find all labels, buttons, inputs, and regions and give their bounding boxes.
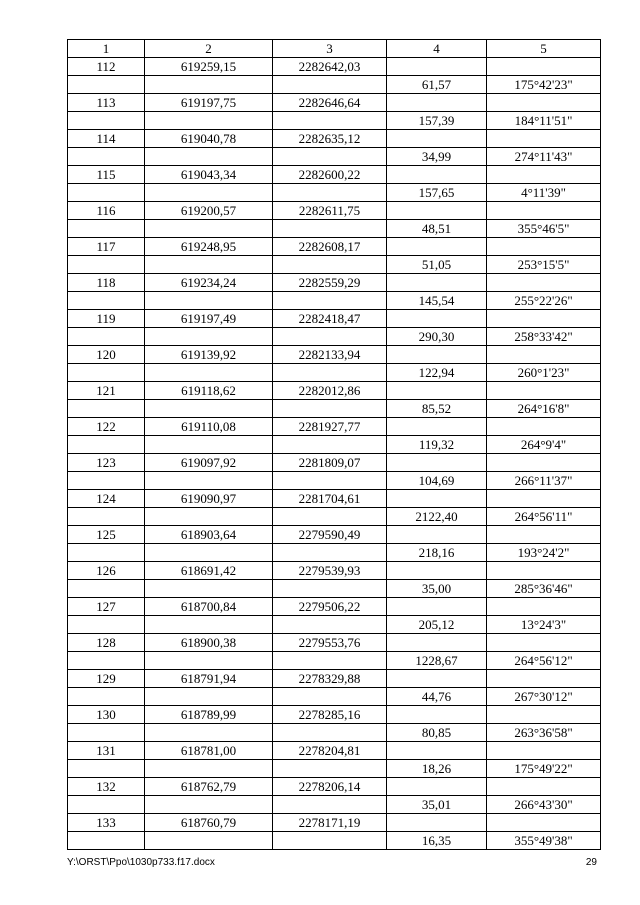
cell-point-number bbox=[68, 184, 145, 202]
cell-distance: 61,57 bbox=[387, 76, 487, 94]
cell-point-number: 131 bbox=[68, 742, 145, 760]
cell-point-number bbox=[68, 508, 145, 526]
cell-x-coordinate bbox=[145, 544, 273, 562]
cell-y-coordinate bbox=[273, 328, 387, 346]
cell-y-coordinate: 2278204,81 bbox=[273, 742, 387, 760]
cell-point-number bbox=[68, 832, 145, 850]
table-row bbox=[68, 166, 601, 184]
table-row bbox=[68, 184, 601, 202]
cell-y-coordinate: 2278171,19 bbox=[273, 814, 387, 832]
cell-x-coordinate bbox=[145, 652, 273, 670]
cell-point-number: 121 bbox=[68, 382, 145, 400]
table-row bbox=[68, 724, 601, 742]
cell-distance bbox=[387, 814, 487, 832]
cell-x-coordinate bbox=[145, 832, 273, 850]
cell-direction-angle: 355°46'5" bbox=[487, 220, 601, 238]
cell-direction-angle bbox=[487, 202, 601, 220]
table-row bbox=[68, 202, 601, 220]
cell-y-coordinate bbox=[273, 652, 387, 670]
cell-y-coordinate: 2282418,47 bbox=[273, 310, 387, 328]
cell-x-coordinate: 618903,64 bbox=[145, 526, 273, 544]
header-col-2: 2 bbox=[145, 40, 273, 58]
cell-y-coordinate: 2281927,77 bbox=[273, 418, 387, 436]
table-row bbox=[68, 562, 601, 580]
cell-y-coordinate: 2282642,03 bbox=[273, 58, 387, 76]
cell-direction-angle: 253°15'5" bbox=[487, 256, 601, 274]
cell-direction-angle: 264°56'11" bbox=[487, 508, 601, 526]
cell-distance bbox=[387, 490, 487, 508]
cell-direction-angle: 264°56'12" bbox=[487, 652, 601, 670]
table-row bbox=[68, 400, 601, 418]
cell-distance: 35,00 bbox=[387, 580, 487, 598]
cell-distance bbox=[387, 562, 487, 580]
table-row bbox=[68, 58, 601, 76]
table-row bbox=[68, 112, 601, 130]
cell-distance bbox=[387, 706, 487, 724]
cell-x-coordinate bbox=[145, 364, 273, 382]
cell-direction-angle: 260°1'23" bbox=[487, 364, 601, 382]
cell-y-coordinate bbox=[273, 796, 387, 814]
cell-y-coordinate bbox=[273, 112, 387, 130]
cell-distance: 48,51 bbox=[387, 220, 487, 238]
cell-direction-angle bbox=[487, 634, 601, 652]
cell-y-coordinate: 2278285,16 bbox=[273, 706, 387, 724]
cell-distance bbox=[387, 310, 487, 328]
cell-distance: 290,30 bbox=[387, 328, 487, 346]
cell-x-coordinate: 619110,08 bbox=[145, 418, 273, 436]
cell-point-number bbox=[68, 400, 145, 418]
cell-x-coordinate: 619040,78 bbox=[145, 130, 273, 148]
cell-distance: 34,99 bbox=[387, 148, 487, 166]
cell-direction-angle bbox=[487, 382, 601, 400]
cell-distance bbox=[387, 670, 487, 688]
cell-y-coordinate bbox=[273, 220, 387, 238]
cell-direction-angle: 264°9'4" bbox=[487, 436, 601, 454]
cell-direction-angle: 285°36'46" bbox=[487, 580, 601, 598]
cell-point-number bbox=[68, 580, 145, 598]
cell-point-number bbox=[68, 436, 145, 454]
table-row bbox=[68, 796, 601, 814]
cell-y-coordinate: 2279590,49 bbox=[273, 526, 387, 544]
cell-x-coordinate bbox=[145, 796, 273, 814]
table-row bbox=[68, 94, 601, 112]
cell-y-coordinate: 2282600,22 bbox=[273, 166, 387, 184]
cell-distance bbox=[387, 238, 487, 256]
cell-x-coordinate bbox=[145, 400, 273, 418]
cell-x-coordinate bbox=[145, 220, 273, 238]
table-row bbox=[68, 778, 601, 796]
cell-point-number bbox=[68, 364, 145, 382]
cell-point-number bbox=[68, 256, 145, 274]
cell-point-number: 123 bbox=[68, 454, 145, 472]
cell-point-number bbox=[68, 616, 145, 634]
cell-distance bbox=[387, 454, 487, 472]
table-row bbox=[68, 328, 601, 346]
table-row bbox=[68, 364, 601, 382]
cell-y-coordinate bbox=[273, 364, 387, 382]
cell-x-coordinate: 619118,62 bbox=[145, 382, 273, 400]
cell-distance: 145,54 bbox=[387, 292, 487, 310]
cell-direction-angle: 193°24'2" bbox=[487, 544, 601, 562]
cell-y-coordinate bbox=[273, 436, 387, 454]
cell-y-coordinate: 2278206,14 bbox=[273, 778, 387, 796]
cell-point-number bbox=[68, 472, 145, 490]
cell-distance: 80,85 bbox=[387, 724, 487, 742]
table-row bbox=[68, 526, 601, 544]
cell-distance: 1228,67 bbox=[387, 652, 487, 670]
cell-point-number bbox=[68, 544, 145, 562]
cell-point-number: 124 bbox=[68, 490, 145, 508]
cell-y-coordinate bbox=[273, 184, 387, 202]
cell-x-coordinate bbox=[145, 508, 273, 526]
cell-y-coordinate bbox=[273, 616, 387, 634]
table-row bbox=[68, 832, 601, 850]
cell-y-coordinate bbox=[273, 508, 387, 526]
table-row bbox=[68, 130, 601, 148]
cell-distance: 205,12 bbox=[387, 616, 487, 634]
cell-direction-angle: 4°11'39" bbox=[487, 184, 601, 202]
table-row bbox=[68, 454, 601, 472]
cell-x-coordinate: 618789,99 bbox=[145, 706, 273, 724]
cell-x-coordinate: 619200,57 bbox=[145, 202, 273, 220]
cell-distance bbox=[387, 598, 487, 616]
table-row bbox=[68, 616, 601, 634]
cell-x-coordinate: 618700,84 bbox=[145, 598, 273, 616]
cell-distance bbox=[387, 130, 487, 148]
cell-point-number bbox=[68, 652, 145, 670]
cell-distance: 85,52 bbox=[387, 400, 487, 418]
table-row bbox=[68, 580, 601, 598]
cell-direction-angle: 175°49'22" bbox=[487, 760, 601, 778]
cell-distance: 157,65 bbox=[387, 184, 487, 202]
cell-y-coordinate: 2282608,17 bbox=[273, 238, 387, 256]
cell-distance: 16,35 bbox=[387, 832, 487, 850]
cell-point-number: 117 bbox=[68, 238, 145, 256]
cell-x-coordinate bbox=[145, 148, 273, 166]
cell-direction-angle: 258°33'42" bbox=[487, 328, 601, 346]
cell-y-coordinate bbox=[273, 544, 387, 562]
cell-point-number: 114 bbox=[68, 130, 145, 148]
cell-direction-angle: 255°22'26" bbox=[487, 292, 601, 310]
cell-direction-angle bbox=[487, 706, 601, 724]
cell-y-coordinate bbox=[273, 724, 387, 742]
cell-point-number bbox=[68, 148, 145, 166]
cell-distance bbox=[387, 526, 487, 544]
cell-distance bbox=[387, 742, 487, 760]
cell-y-coordinate: 2282133,94 bbox=[273, 346, 387, 364]
table-row bbox=[68, 76, 601, 94]
cell-y-coordinate: 2282635,12 bbox=[273, 130, 387, 148]
cell-direction-angle: 175°42'23" bbox=[487, 76, 601, 94]
cell-x-coordinate: 619139,92 bbox=[145, 346, 273, 364]
cell-y-coordinate: 2282012,86 bbox=[273, 382, 387, 400]
cell-direction-angle bbox=[487, 814, 601, 832]
table-row bbox=[68, 382, 601, 400]
cell-y-coordinate bbox=[273, 148, 387, 166]
cell-y-coordinate: 2282646,64 bbox=[273, 94, 387, 112]
cell-point-number: 132 bbox=[68, 778, 145, 796]
cell-y-coordinate: 2279506,22 bbox=[273, 598, 387, 616]
cell-distance bbox=[387, 166, 487, 184]
table-row bbox=[68, 274, 601, 292]
table-row bbox=[68, 292, 601, 310]
coordinates-table bbox=[67, 39, 601, 850]
cell-x-coordinate bbox=[145, 688, 273, 706]
table-row bbox=[68, 670, 601, 688]
cell-distance bbox=[387, 778, 487, 796]
cell-y-coordinate: 2281704,61 bbox=[273, 490, 387, 508]
cell-x-coordinate: 619090,97 bbox=[145, 490, 273, 508]
cell-direction-angle bbox=[487, 274, 601, 292]
cell-point-number: 115 bbox=[68, 166, 145, 184]
cell-y-coordinate: 2279539,93 bbox=[273, 562, 387, 580]
cell-direction-angle bbox=[487, 166, 601, 184]
cell-point-number bbox=[68, 220, 145, 238]
cell-point-number bbox=[68, 328, 145, 346]
cell-direction-angle: 266°11'37" bbox=[487, 472, 601, 490]
table-row bbox=[68, 598, 601, 616]
cell-distance bbox=[387, 94, 487, 112]
cell-direction-angle: 264°16'8" bbox=[487, 400, 601, 418]
header-col-1: 1 bbox=[68, 40, 145, 58]
cell-direction-angle: 263°36'58" bbox=[487, 724, 601, 742]
table-row bbox=[68, 508, 601, 526]
cell-distance: 35,01 bbox=[387, 796, 487, 814]
cell-distance bbox=[387, 418, 487, 436]
cell-x-coordinate: 619197,49 bbox=[145, 310, 273, 328]
table-row bbox=[68, 436, 601, 454]
cell-point-number: 130 bbox=[68, 706, 145, 724]
cell-x-coordinate bbox=[145, 256, 273, 274]
cell-direction-angle: 13°24'3" bbox=[487, 616, 601, 634]
footer-file-path: Y:\ORST\Ppo\1030p733.f17.docx bbox=[67, 857, 215, 868]
table-row bbox=[68, 634, 601, 652]
cell-x-coordinate bbox=[145, 436, 273, 454]
cell-distance bbox=[387, 274, 487, 292]
cell-point-number bbox=[68, 112, 145, 130]
cell-distance: 119,32 bbox=[387, 436, 487, 454]
cell-direction-angle bbox=[487, 562, 601, 580]
cell-direction-angle bbox=[487, 742, 601, 760]
cell-distance bbox=[387, 346, 487, 364]
cell-x-coordinate bbox=[145, 184, 273, 202]
cell-distance: 218,16 bbox=[387, 544, 487, 562]
cell-x-coordinate: 619097,92 bbox=[145, 454, 273, 472]
cell-direction-angle: 184°11'51" bbox=[487, 112, 601, 130]
table-row bbox=[68, 310, 601, 328]
cell-direction-angle bbox=[487, 238, 601, 256]
cell-y-coordinate: 2278329,88 bbox=[273, 670, 387, 688]
cell-y-coordinate bbox=[273, 292, 387, 310]
cell-x-coordinate: 619234,24 bbox=[145, 274, 273, 292]
table-row bbox=[68, 742, 601, 760]
cell-direction-angle: 266°43'30" bbox=[487, 796, 601, 814]
cell-y-coordinate: 2282559,29 bbox=[273, 274, 387, 292]
cell-x-coordinate: 618760,79 bbox=[145, 814, 273, 832]
cell-x-coordinate bbox=[145, 760, 273, 778]
cell-distance: 122,94 bbox=[387, 364, 487, 382]
cell-distance bbox=[387, 58, 487, 76]
cell-x-coordinate: 619248,95 bbox=[145, 238, 273, 256]
table-row bbox=[68, 706, 601, 724]
cell-point-number bbox=[68, 796, 145, 814]
cell-y-coordinate bbox=[273, 472, 387, 490]
cell-x-coordinate bbox=[145, 76, 273, 94]
cell-y-coordinate bbox=[273, 832, 387, 850]
cell-x-coordinate bbox=[145, 724, 273, 742]
cell-direction-angle bbox=[487, 58, 601, 76]
table-row bbox=[68, 346, 601, 364]
table-body bbox=[68, 58, 601, 850]
cell-y-coordinate: 2279553,76 bbox=[273, 634, 387, 652]
cell-direction-angle: 274°11'43" bbox=[487, 148, 601, 166]
cell-direction-angle bbox=[487, 778, 601, 796]
cell-direction-angle bbox=[487, 490, 601, 508]
header-col-3: 3 bbox=[273, 40, 387, 58]
cell-direction-angle bbox=[487, 598, 601, 616]
table-row bbox=[68, 814, 601, 832]
table-header-row bbox=[68, 40, 601, 58]
cell-point-number bbox=[68, 688, 145, 706]
cell-x-coordinate: 619259,15 bbox=[145, 58, 273, 76]
cell-direction-angle bbox=[487, 418, 601, 436]
cell-distance: 18,26 bbox=[387, 760, 487, 778]
cell-y-coordinate bbox=[273, 688, 387, 706]
cell-x-coordinate: 619043,34 bbox=[145, 166, 273, 184]
table-row bbox=[68, 418, 601, 436]
cell-point-number bbox=[68, 292, 145, 310]
table-row bbox=[68, 472, 601, 490]
cell-point-number: 120 bbox=[68, 346, 145, 364]
cell-y-coordinate bbox=[273, 76, 387, 94]
cell-direction-angle bbox=[487, 310, 601, 328]
cell-x-coordinate: 618791,94 bbox=[145, 670, 273, 688]
table-row bbox=[68, 760, 601, 778]
cell-distance: 157,39 bbox=[387, 112, 487, 130]
cell-direction-angle bbox=[487, 670, 601, 688]
cell-direction-angle bbox=[487, 526, 601, 544]
cell-x-coordinate bbox=[145, 112, 273, 130]
cell-x-coordinate: 618900,38 bbox=[145, 634, 273, 652]
cell-point-number: 133 bbox=[68, 814, 145, 832]
table-row bbox=[68, 238, 601, 256]
cell-point-number: 116 bbox=[68, 202, 145, 220]
header-col-4: 4 bbox=[387, 40, 487, 58]
footer-page-number: 29 bbox=[585, 857, 597, 868]
cell-point-number: 128 bbox=[68, 634, 145, 652]
cell-y-coordinate bbox=[273, 580, 387, 598]
table-row bbox=[68, 544, 601, 562]
cell-x-coordinate: 618691,42 bbox=[145, 562, 273, 580]
cell-point-number: 113 bbox=[68, 94, 145, 112]
cell-y-coordinate bbox=[273, 256, 387, 274]
cell-distance bbox=[387, 634, 487, 652]
cell-direction-angle bbox=[487, 130, 601, 148]
cell-point-number: 122 bbox=[68, 418, 145, 436]
cell-point-number: 118 bbox=[68, 274, 145, 292]
cell-point-number: 125 bbox=[68, 526, 145, 544]
cell-point-number: 127 bbox=[68, 598, 145, 616]
cell-x-coordinate bbox=[145, 616, 273, 634]
cell-direction-angle bbox=[487, 346, 601, 364]
cell-point-number bbox=[68, 760, 145, 778]
table-row bbox=[68, 220, 601, 238]
cell-point-number bbox=[68, 76, 145, 94]
table-row bbox=[68, 688, 601, 706]
cell-distance: 44,76 bbox=[387, 688, 487, 706]
cell-distance bbox=[387, 382, 487, 400]
cell-x-coordinate: 619197,75 bbox=[145, 94, 273, 112]
cell-y-coordinate bbox=[273, 400, 387, 418]
cell-distance bbox=[387, 202, 487, 220]
cell-x-coordinate: 618762,79 bbox=[145, 778, 273, 796]
cell-x-coordinate bbox=[145, 580, 273, 598]
cell-point-number: 126 bbox=[68, 562, 145, 580]
cell-direction-angle bbox=[487, 94, 601, 112]
cell-direction-angle: 267°30'12" bbox=[487, 688, 601, 706]
cell-x-coordinate bbox=[145, 472, 273, 490]
cell-distance: 2122,40 bbox=[387, 508, 487, 526]
cell-x-coordinate bbox=[145, 328, 273, 346]
cell-distance: 104,69 bbox=[387, 472, 487, 490]
cell-direction-angle: 355°49'38" bbox=[487, 832, 601, 850]
cell-x-coordinate: 618781,00 bbox=[145, 742, 273, 760]
cell-point-number bbox=[68, 724, 145, 742]
table-row bbox=[68, 652, 601, 670]
cell-point-number: 129 bbox=[68, 670, 145, 688]
cell-y-coordinate: 2282611,75 bbox=[273, 202, 387, 220]
cell-distance: 51,05 bbox=[387, 256, 487, 274]
header-col-5: 5 bbox=[487, 40, 601, 58]
cell-point-number: 119 bbox=[68, 310, 145, 328]
cell-point-number: 112 bbox=[68, 58, 145, 76]
cell-y-coordinate: 2281809,07 bbox=[273, 454, 387, 472]
table-row bbox=[68, 256, 601, 274]
cell-direction-angle bbox=[487, 454, 601, 472]
cell-x-coordinate bbox=[145, 292, 273, 310]
table-row bbox=[68, 490, 601, 508]
table-row bbox=[68, 148, 601, 166]
cell-y-coordinate bbox=[273, 760, 387, 778]
